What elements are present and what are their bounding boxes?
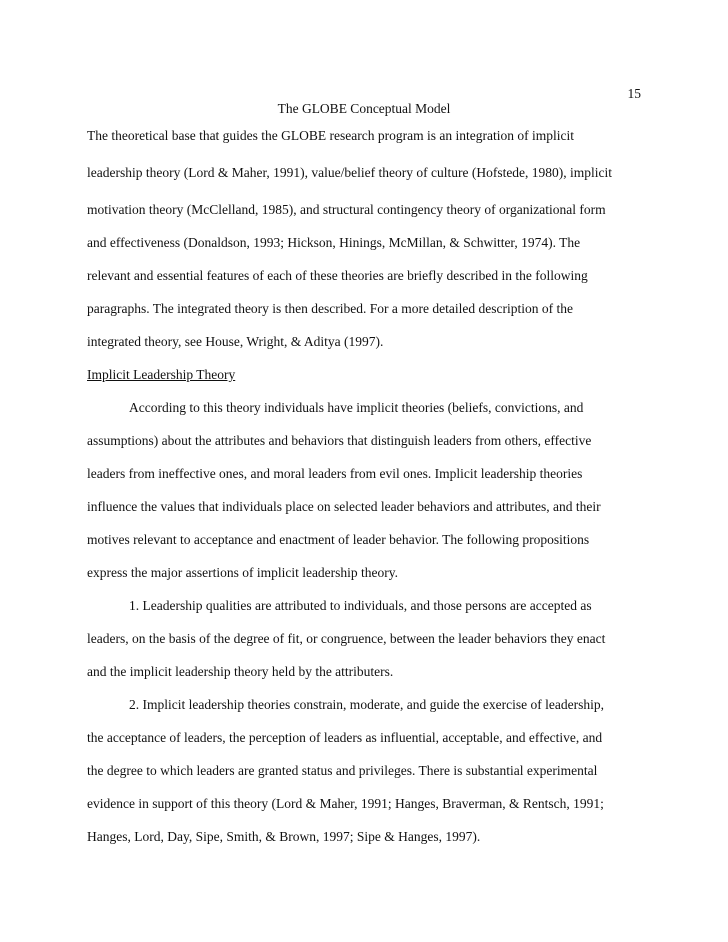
subsection-heading: Implicit Leadership Theory [87, 367, 236, 382]
body-line: influence the values that individuals place on selected leader behaviors and attributes, and their [87, 499, 601, 514]
body-line: The theoretical base that guides the GLOBE research program is an integration of implicit [87, 128, 574, 143]
body-line: and effectiveness (Donaldson, 1993; Hickson, Hinings, McMillan, & Schwitter, 1974). The [87, 235, 581, 250]
body-line: motives relevant to acceptance and enactment of leader behavior. The following propositions [87, 532, 590, 547]
body-line: evidence in support of this theory (Lord & Maher, 1991; Hanges, Braverman, & Rentsch, 1991; [87, 796, 604, 811]
body-line: According to this theory individuals have implicit theories (beliefs, convictions, and [129, 400, 584, 415]
body-line: leaders, on the basis of the degree of fit, or congruence, between the leader behaviors they enact [87, 631, 606, 646]
body-line: leaders from ineffective ones, and moral leaders from evil ones. Implicit leadership theories [87, 466, 583, 481]
body-line: express the major assertions of implicit leadership theory. [87, 565, 399, 580]
body-line: and the implicit leadership theory held by the attributers. [87, 664, 394, 679]
body-line: paragraphs. The integrated theory is then described. For a more detailed description of the [87, 301, 573, 316]
section-title: The GLOBE Conceptual Model [277, 101, 451, 116]
body-line: the acceptance of leaders, the perception of leaders as influential, acceptable, and effective, and [87, 730, 603, 745]
body-line: 2. Implicit leadership theories constrain, moderate, and guide the exercise of leadership, [129, 697, 604, 712]
body-line: Hanges, Lord, Day, Sipe, Smith, & Brown, 1997; Sipe & Hanges, 1997). [87, 829, 481, 844]
body-line: motivation theory (McClelland, 1985), and structural contingency theory of organizational form [87, 202, 606, 217]
body-line: the degree to which leaders are granted status and privileges. There is substantial experimental [87, 763, 598, 778]
body-line: assumptions) about the attributes and behaviors that distinguish leaders from others, effective [87, 433, 592, 448]
body-line: relevant and essential features of each of these theories are briefly described in the following [87, 268, 588, 283]
page-number: 15 [627, 86, 641, 101]
body-line: integrated theory, see House, Wright, & Aditya (1997). [87, 334, 384, 349]
body-line: 1. Leadership qualities are attributed to individuals, and those persons are accepted as [129, 598, 592, 613]
body-line: leadership theory (Lord & Maher, 1991), value/belief theory of culture (Hofstede, 1980), implicit [87, 165, 613, 180]
